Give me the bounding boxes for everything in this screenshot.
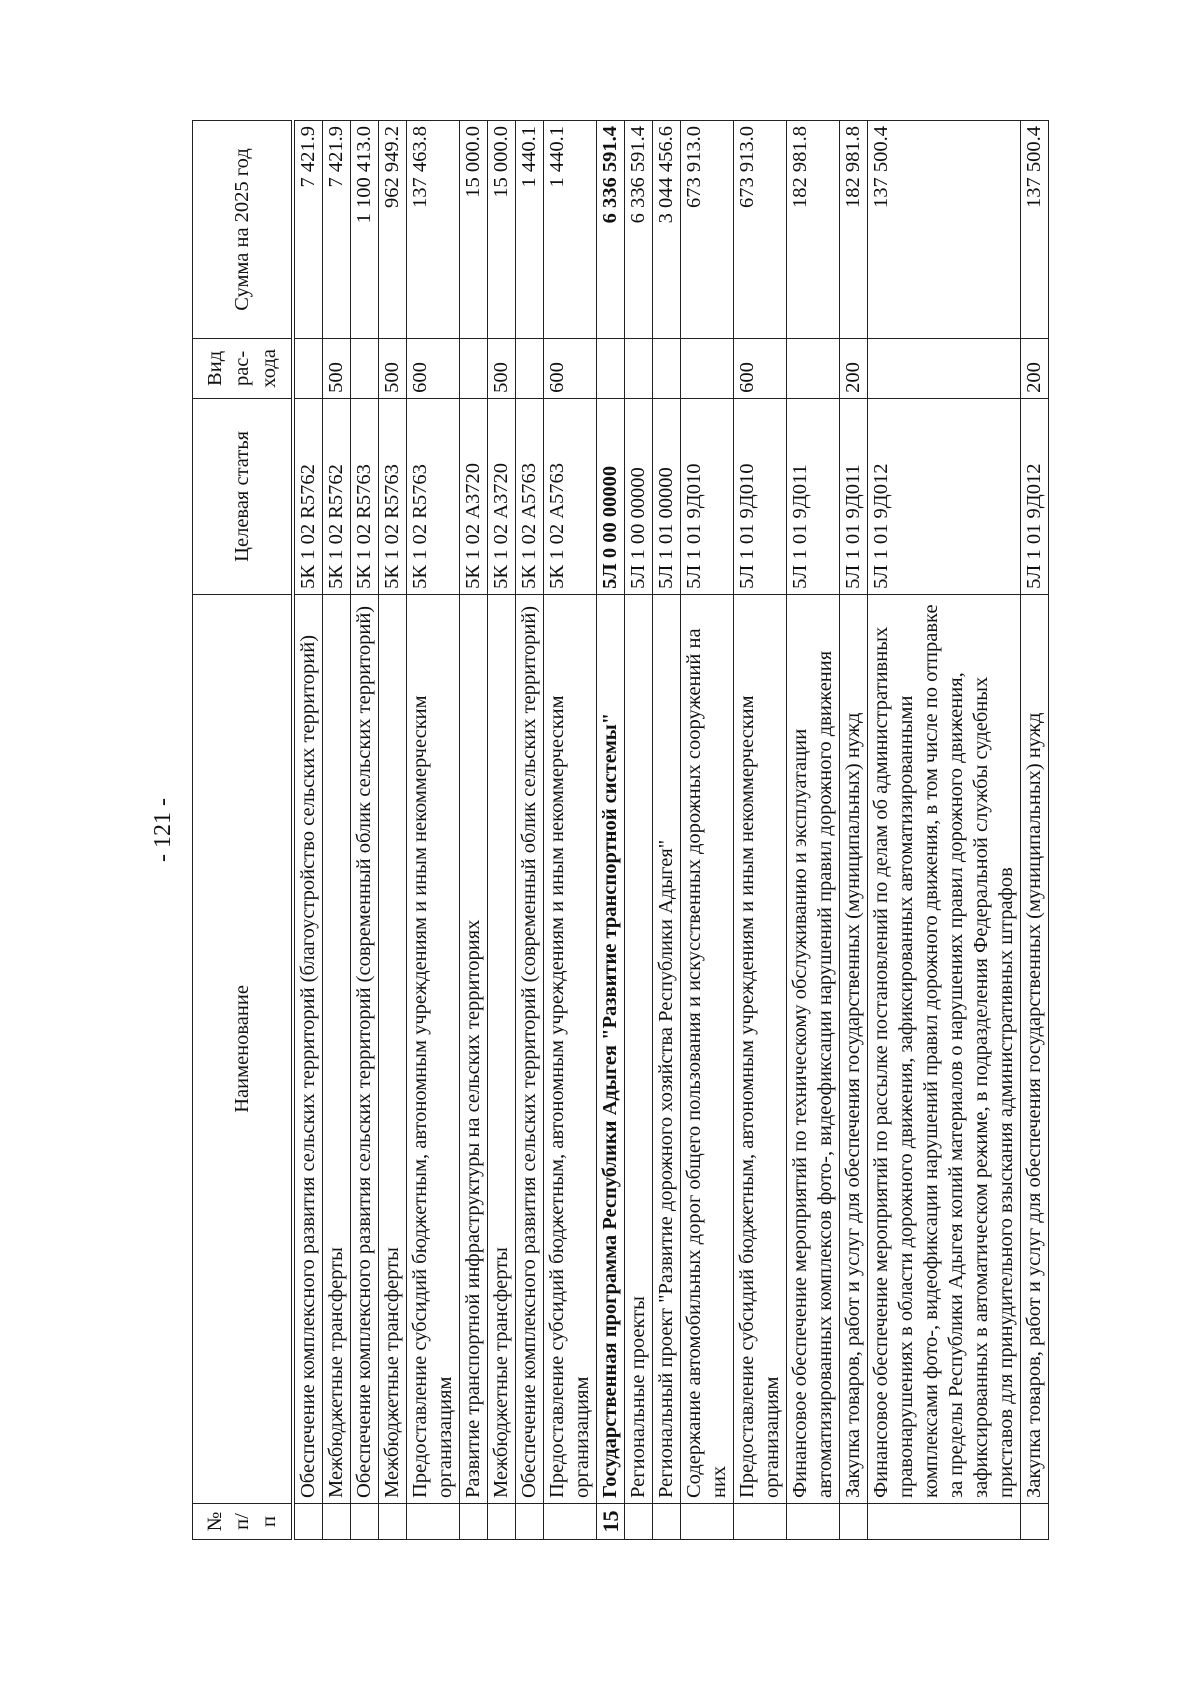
row-name: Содержание автомобильных дорог общего пользования и искусственных дорожных сооружений на них	[681, 594, 734, 1503]
row-target: 5К 1 02 А3720	[460, 398, 488, 594]
row-sum: 1 440.1	[544, 121, 597, 339]
table-row	[544, 121, 597, 1540]
row-sum: 182 981.8	[787, 121, 840, 339]
row-name: Региональный проект "Развитие дорожного хозяйства Республики Адыгея"	[653, 594, 681, 1503]
row-target: 5К 1 02 R5763	[407, 398, 460, 594]
row-target: 5К 1 02 R5763	[379, 398, 407, 594]
row-name: Закупка товаров, работ и услуг для обеспечения государственных (муниципальных) нужд	[840, 594, 868, 1503]
row-kind: 600	[544, 338, 597, 398]
row-kind	[625, 338, 653, 398]
table-row	[323, 121, 351, 1540]
row-sum: 673 913.0	[681, 121, 734, 339]
table-body	[293, 121, 1049, 1540]
table-row	[653, 121, 681, 1540]
row-name: Финансовое обеспечение мероприятий по рассылке постановлений по делам об административных правонарушениях в области дорожного движения, зафиксированных автоматизированными комплексами фото-, видеофиксации нарушений правил дорожного движения, в том числе по отправке за пределы Республики Адыгея копий материалов о нарушениях правил дорожного движения, зафиксированных в автоматическом режиме, в подразделения Федеральной службы судебных приставов для принудительного взыскания административных штрафов	[868, 594, 1021, 1503]
row-kind	[868, 338, 1021, 398]
row-sum: 137 500.4	[868, 121, 1021, 339]
row-sum: 3 044 456.6	[653, 121, 681, 339]
row-target: 5Л 1 00 00000	[625, 398, 653, 594]
row-kind: 500	[323, 338, 351, 398]
row-sum: 1 100 413.0	[351, 121, 379, 339]
row-target: 5Л 0 00 00000	[597, 398, 625, 594]
row-sum: 15 000.0	[460, 121, 488, 339]
table-row	[840, 121, 868, 1540]
row-num	[840, 1504, 868, 1540]
row-kind: 500	[488, 338, 516, 398]
row-kind: 600	[734, 338, 787, 398]
budget-table	[192, 120, 1049, 1540]
table-row	[625, 121, 653, 1540]
row-num	[293, 1504, 323, 1540]
row-name: Финансовое обеспечение мероприятий по техническому обслуживанию и эксплуатации автоматизированных комплексов фото-, видеофиксации нарушений правил дорожного движения	[787, 594, 840, 1503]
table-row	[351, 121, 379, 1540]
row-num	[868, 1504, 1021, 1540]
row-target: 5К 1 02 R5762	[323, 398, 351, 594]
row-sum: 6 336 591.4	[625, 121, 653, 339]
row-num	[351, 1504, 379, 1540]
row-name: Обеспечение комплексного развития сельских территорий (современный облик сельских территорий)	[351, 594, 379, 1503]
table-row	[407, 121, 460, 1540]
table-row	[516, 121, 544, 1540]
row-sum: 137 463.8	[407, 121, 460, 339]
row-target: 5Л 1 01 9Д011	[787, 398, 840, 594]
row-num	[516, 1504, 544, 1540]
row-kind: 200	[1021, 338, 1049, 398]
table-row	[460, 121, 488, 1540]
row-target: 5Л 1 01 9Д010	[734, 398, 787, 594]
row-name: Закупка товаров, работ и услуг для обеспечения государственных (муниципальных) нужд	[1021, 594, 1049, 1503]
row-name: Развитие транспортной инфраструктуры на сельских территориях	[460, 594, 488, 1503]
header-sum: Сумма на 2025 год	[193, 121, 294, 339]
row-num	[734, 1504, 787, 1540]
row-num	[1021, 1504, 1049, 1540]
row-kind: 600	[407, 338, 460, 398]
header-num: № п/п	[193, 1504, 294, 1540]
page-number: - 121 -	[150, 798, 176, 862]
row-name: Обеспечение комплексного развития сельских территорий (благоустройство сельских территорий)	[293, 594, 323, 1503]
row-num	[488, 1504, 516, 1540]
row-name: Региональные проекты	[625, 594, 653, 1503]
row-name: Предоставление субсидий бюджетным, автономным учреждениям и иным некоммерческим организациям	[734, 594, 787, 1503]
row-sum: 962 949.2	[379, 121, 407, 339]
row-target: 5К 1 02 R5763	[351, 398, 379, 594]
row-kind	[681, 338, 734, 398]
row-name: Предоставление субсидий бюджетным, автономным учреждениям и иным некоммерческим организациям	[407, 594, 460, 1503]
header-target: Целевая статья	[193, 398, 294, 594]
row-target: 5Л 1 01 9Д012	[868, 398, 1021, 594]
row-kind	[597, 338, 625, 398]
row-num	[323, 1504, 351, 1540]
row-sum: 7 421.9	[293, 121, 323, 339]
row-num	[379, 1504, 407, 1540]
table-row	[1021, 121, 1049, 1540]
row-sum: 6 336 591.4	[597, 121, 625, 339]
table-row	[734, 121, 787, 1540]
row-target: 5Л 1 01 9Д012	[1021, 398, 1049, 594]
row-num	[787, 1504, 840, 1540]
table-row	[488, 121, 516, 1540]
table-row	[379, 121, 407, 1540]
row-name: Государственная программа Республики Адыгея "Развитие транспортной системы"	[597, 594, 625, 1503]
row-target: 5К 1 02 А3720	[488, 398, 516, 594]
row-num: 15	[597, 1504, 625, 1540]
row-sum: 182 981.8	[840, 121, 868, 339]
table-row	[597, 121, 625, 1540]
table-row	[787, 121, 840, 1540]
row-target: 5Л 1 01 9Д010	[681, 398, 734, 594]
row-sum: 15 000.0	[488, 121, 516, 339]
row-num	[625, 1504, 653, 1540]
header-name: Наименование	[193, 594, 294, 1503]
row-sum: 7 421.9	[323, 121, 351, 339]
row-kind	[653, 338, 681, 398]
row-num	[460, 1504, 488, 1540]
row-num	[407, 1504, 460, 1540]
row-kind	[460, 338, 488, 398]
row-num	[681, 1504, 734, 1540]
row-name: Межбюджетные трансферты	[488, 594, 516, 1503]
table-header-row	[193, 121, 294, 1540]
row-name: Межбюджетные трансферты	[379, 594, 407, 1503]
table-row	[868, 121, 1021, 1540]
row-target: 5Л 1 01 9Д011	[840, 398, 868, 594]
document-page	[150, 120, 1085, 1540]
row-kind	[516, 338, 544, 398]
row-kind: 500	[379, 338, 407, 398]
row-num	[653, 1504, 681, 1540]
row-target: 5К 1 02 А5763	[544, 398, 597, 594]
row-name: Обеспечение комплексного развития сельских территорий (современный облик сельских территорий)	[516, 594, 544, 1503]
row-sum: 137 500.4	[1021, 121, 1049, 339]
table-row	[681, 121, 734, 1540]
row-kind	[293, 338, 323, 398]
row-target: 5Л 1 01 00000	[653, 398, 681, 594]
row-sum: 673 913.0	[734, 121, 787, 339]
row-sum: 1 440.1	[516, 121, 544, 339]
row-target: 5К 1 02 R5762	[293, 398, 323, 594]
row-name: Межбюджетные трансферты	[323, 594, 351, 1503]
row-kind: 200	[840, 338, 868, 398]
table-row	[293, 121, 323, 1540]
row-kind	[787, 338, 840, 398]
row-num	[544, 1504, 597, 1540]
header-kind: Вид рас-хода	[193, 338, 294, 398]
row-name: Предоставление субсидий бюджетным, автономным учреждениям и иным некоммерческим организациям	[544, 594, 597, 1503]
row-target: 5К 1 02 А5763	[516, 398, 544, 594]
row-kind	[351, 338, 379, 398]
